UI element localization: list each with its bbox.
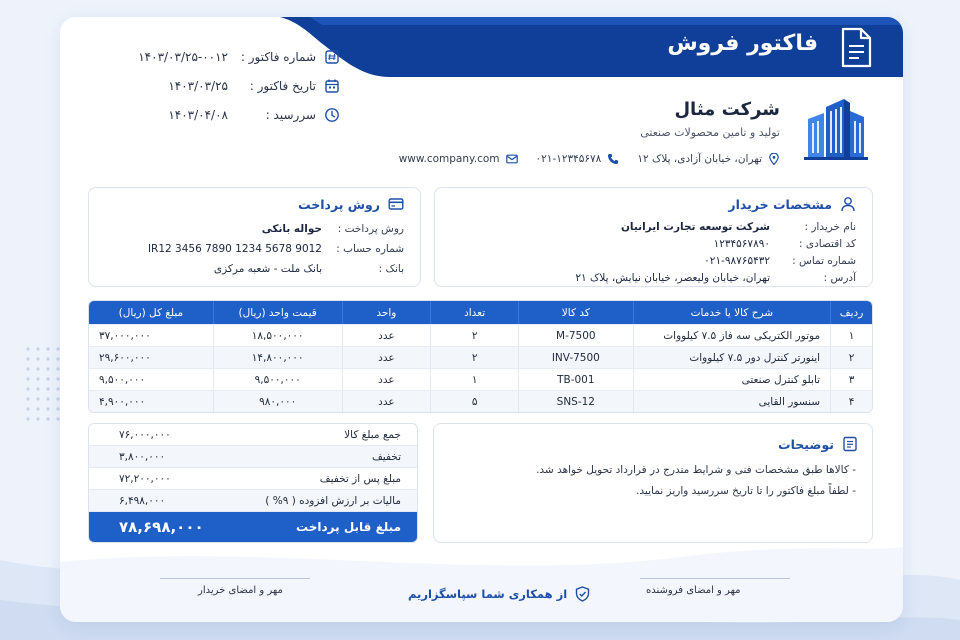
notes-icon	[842, 436, 858, 452]
cell-code: INV-7500	[518, 346, 633, 368]
invoice-title: فاکتور فروش	[667, 31, 818, 56]
seller-signature-label: مهر و امضای فروشنده	[646, 585, 741, 596]
calendar-icon	[324, 78, 340, 94]
totals-box	[88, 423, 418, 543]
cell-total: ۴,۹۰۰,۰۰۰	[89, 390, 213, 412]
buyer-phone-row	[704, 255, 856, 267]
invoice-paper	[60, 17, 903, 622]
payable-value: ۷۸,۶۹۸,۰۰۰	[119, 518, 204, 536]
cell-total: ۹,۵۰۰,۰۰۰	[89, 368, 213, 390]
location-icon	[768, 153, 780, 165]
invoice-date-label: تاریخ فاکتور :	[249, 78, 316, 93]
buyer-signature-label: مهر و امضای خریدار	[198, 585, 283, 596]
invoice-number-row	[100, 42, 340, 71]
cell-unit: عدد	[342, 390, 431, 412]
notes-box	[433, 423, 873, 543]
notes-title: توضیحات	[778, 436, 834, 452]
invoice-date-value: ۱۴۰۳/۰۳/۲۵	[168, 78, 228, 93]
cell-row-number: ۱	[830, 324, 872, 346]
seller-signature-line	[640, 578, 790, 579]
after-discount-value: ۷۲,۲۰۰,۰۰۰	[119, 472, 171, 485]
col-code: کد کالا	[518, 301, 633, 324]
invoice-due-label: سررسید :	[265, 107, 316, 122]
col-description: شرح کالا یا خدمات	[633, 301, 830, 324]
cell-unit-price: ۱۴,۸۰۰,۰۰۰	[213, 346, 342, 368]
buyer-info-title: مشخصات خریدار	[728, 196, 832, 212]
table-row	[89, 368, 872, 390]
col-qty: تعداد	[430, 301, 518, 324]
cell-description: سنسور القایی	[633, 390, 830, 412]
buyer-info-box	[434, 187, 873, 287]
after-discount-row	[89, 468, 417, 490]
cell-unit-price: ۹,۵۰۰,۰۰۰	[213, 368, 342, 390]
discount-row	[89, 446, 417, 468]
payable-label: مبلغ قابل پرداخت	[296, 520, 401, 534]
vat-value: ۶,۴۹۸,۰۰۰	[119, 494, 166, 507]
cell-total: ۳۷,۰۰۰,۰۰۰	[89, 324, 213, 346]
discount-value: ۳,۸۰۰,۰۰۰	[119, 450, 166, 463]
table-header-row	[89, 301, 872, 324]
buyer-name-value: شرکت توسعه تجارت ایرانیان	[620, 221, 770, 233]
note-line-1: - کالاها طبق مشخصات فنی و شرایط مندرج در قرارداد تحویل خواهد شد.	[536, 464, 856, 476]
subtotal-row	[89, 424, 417, 446]
cell-unit-price: ۹۸۰,۰۰۰	[213, 390, 342, 412]
subtotal-value: ۷۶,۰۰۰,۰۰۰	[119, 428, 171, 441]
payment-method-row	[262, 223, 404, 235]
shield-icon	[575, 586, 590, 602]
cell-unit: عدد	[342, 346, 431, 368]
cell-row-number: ۴	[830, 390, 872, 412]
payment-account-value: IR12 3456 7890 1234 5678 9012	[147, 243, 322, 255]
invoice-number-value: ۱۴۰۳/۰۳/۲۵-۰۰۱۲	[138, 49, 228, 64]
company-phone	[536, 153, 620, 165]
user-icon	[840, 196, 856, 212]
company-website[interactable]	[399, 153, 518, 165]
discount-label: تخفیف	[371, 450, 401, 463]
after-discount-label: مبلغ پس از تخفیف	[319, 472, 401, 485]
vat-row	[89, 490, 417, 512]
buyer-address-value: تهران، خیابان ولیعصر، خیابان نیایش، پلاک ۲۱	[575, 272, 770, 284]
company-website-text[interactable]: www.company.com	[398, 153, 500, 165]
company-name: شرکت مثال	[674, 99, 780, 120]
building-logo	[804, 95, 868, 161]
payment-title-wrap	[298, 196, 404, 212]
buyer-econ-row	[714, 238, 856, 250]
invoice-due-value: ۱۴۰۳/۰۴/۰۸	[168, 107, 228, 122]
cell-code: M-7500	[518, 324, 633, 346]
cell-description: موتور الکتریکی سه فاز ۷.۵ کیلووات	[633, 324, 830, 346]
buyer-name-row	[621, 221, 856, 233]
cell-unit: عدد	[342, 324, 431, 346]
clock-icon	[324, 107, 340, 123]
invoice-date-row	[100, 71, 340, 100]
thanks-message	[408, 586, 590, 602]
col-total: مبلغ کل (ریال)	[89, 301, 213, 324]
company-address	[637, 153, 780, 165]
vat-label: مالیات بر ارزش افزوده ( ۹% )	[265, 494, 401, 507]
table-row	[89, 390, 872, 412]
payment-bank-row	[214, 263, 404, 275]
buyer-info-title-wrap	[728, 196, 856, 212]
buyer-phone-value: ۰۲۱-۹۸۷۶۵۴۳۲	[704, 255, 770, 267]
cell-total: ۲۹,۶۰۰,۰۰۰	[89, 346, 213, 368]
payment-info-box	[88, 187, 421, 287]
cell-row-number: ۳	[830, 368, 872, 390]
table-row	[89, 324, 872, 346]
cell-code: TB-001	[518, 368, 633, 390]
buyer-signature-line	[160, 578, 310, 579]
cell-qty: ۲	[430, 346, 518, 368]
dot-pattern-decoration	[24, 345, 64, 435]
payment-method-value: حواله بانکی	[261, 223, 322, 235]
items-table	[88, 300, 873, 413]
company-contacts	[381, 153, 780, 165]
cell-qty: ۱	[430, 368, 518, 390]
payment-account-label: شماره حساب :	[336, 243, 404, 255]
buyer-econ-value: ۱۲۳۴۵۶۷۸۹۰	[713, 238, 770, 250]
footer-wave-decoration	[60, 532, 903, 622]
cell-qty: ۲	[430, 324, 518, 346]
company-phone-text: ۰۲۱-۱۲۳۴۵۶۷۸	[535, 153, 602, 165]
col-unit: واحد	[342, 301, 431, 324]
thanks-text: از همکاری شما سپاسگزاریم	[408, 587, 568, 601]
cell-description: اینورتر کنترل دور ۷.۵ کیلووات	[633, 346, 830, 368]
col-row-number: ردیف	[830, 301, 872, 324]
mail-icon	[506, 153, 518, 165]
buyer-address-row	[575, 272, 856, 284]
payment-bank-value: بانک ملت - شعبه مرکزی	[213, 263, 322, 275]
notes-title-wrap	[778, 436, 858, 452]
invoice-meta	[100, 42, 340, 129]
card-icon	[388, 196, 404, 212]
cell-code: SNS-12	[518, 390, 633, 412]
col-unit-price: قیمت واحد (ریال)	[213, 301, 342, 324]
cell-description: تابلو کنترل صنعتی	[633, 368, 830, 390]
buyer-econ-label: کد اقتصادی :	[798, 238, 856, 250]
note-line-2: - لطفاً مبلغ فاکتور را تا تاریخ سررسید واریز نمایید.	[636, 485, 856, 497]
table-row	[89, 346, 872, 368]
cell-qty: ۵	[430, 390, 518, 412]
document-icon	[839, 27, 873, 69]
hashtag-icon	[324, 49, 340, 65]
company-address-text: تهران، خیابان آزادی، پلاک ۱۲	[637, 153, 762, 165]
invoice-number-label: شماره فاکتور :	[240, 49, 316, 64]
payment-account-row	[148, 243, 404, 255]
company-tagline: تولید و تامین محصولات صنعتی	[640, 126, 780, 139]
buyer-address-label: آدرس :	[823, 272, 856, 284]
phone-icon	[607, 153, 619, 165]
buyer-phone-label: شماره تماس :	[792, 255, 856, 267]
cell-unit: عدد	[342, 368, 431, 390]
payment-title: روش پرداخت	[298, 196, 380, 212]
buyer-name-label: نام خریدار :	[804, 221, 856, 233]
subtotal-label: جمع مبلغ کالا	[344, 428, 401, 441]
cell-row-number: ۲	[830, 346, 872, 368]
payment-bank-label: بانک :	[378, 263, 404, 275]
invoice-due-row	[100, 100, 340, 129]
payment-method-label: روش پرداخت :	[337, 223, 404, 235]
cell-unit-price: ۱۸,۵۰۰,۰۰۰	[213, 324, 342, 346]
